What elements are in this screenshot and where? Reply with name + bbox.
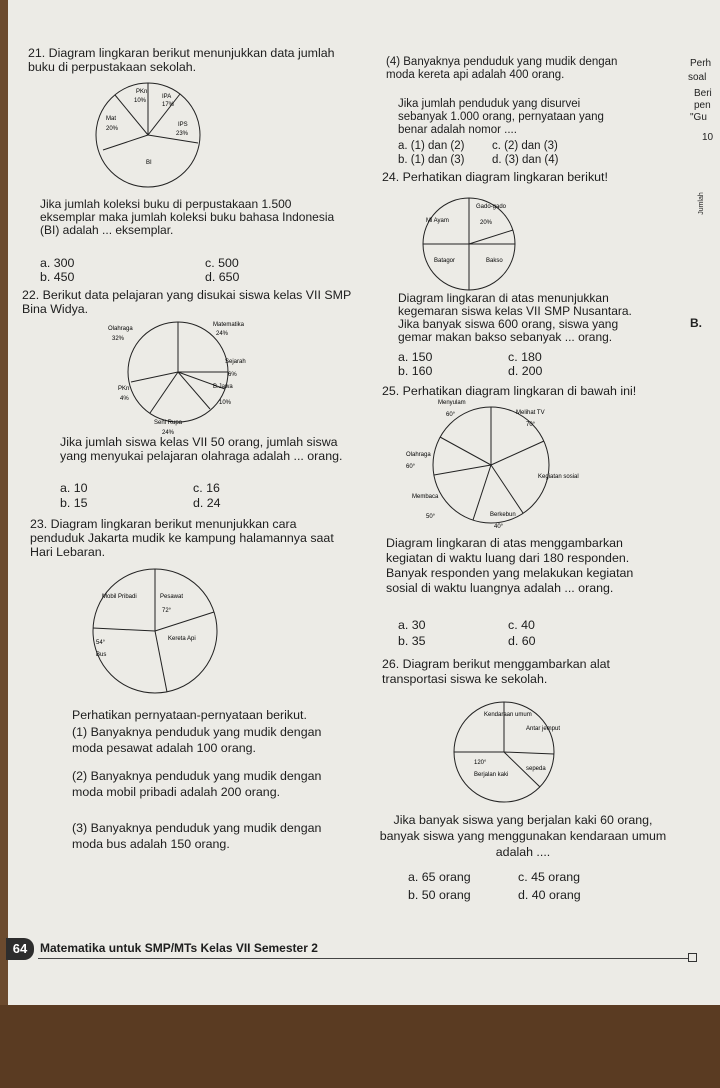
q26-value-berjalan: 120° xyxy=(474,760,487,766)
q22-option-b: b. 15 xyxy=(60,496,88,510)
q22-option-d: d. 24 xyxy=(193,496,221,510)
q24-label-gadogado: Gado-gado xyxy=(476,204,507,210)
q23-label-kereta: Kereta Api xyxy=(168,636,196,642)
page-footer: Matematika untuk SMP/MTs Kelas VII Semester 2 xyxy=(40,941,318,955)
q22-label-senirupa: Seni Rupa xyxy=(154,420,183,426)
q22-value-matematika: 24% xyxy=(216,331,229,337)
q21-text: 21. Diagram lingkaran berikut menunjukkan data jumlah buku di perpustakaan sekolah. xyxy=(28,46,335,74)
q24-option-d: d. 200 xyxy=(508,364,543,378)
q25-label-melihattv: Melihat TV xyxy=(516,410,545,416)
q21-value-ipa: 17% xyxy=(162,102,175,108)
q23-label-pesawat: Pesawat xyxy=(160,594,184,600)
q25-value-membaca: 50° xyxy=(426,514,436,520)
q22-label-pkn: PKn xyxy=(118,386,130,392)
q24-label-bakso: Bakso xyxy=(486,258,503,264)
q25-label-membaca: Membaca xyxy=(412,494,439,500)
q25-option-c: c. 40 xyxy=(508,618,535,632)
q22-label-matematika: Matematika xyxy=(213,322,245,328)
q21-option-b: b. 450 xyxy=(40,270,75,284)
q23-value-bus: 54° xyxy=(96,640,106,646)
q26-pie-chart xyxy=(444,700,574,810)
q26-option-c: c. 45 orang xyxy=(518,870,580,884)
q24-option-a: a. 150 xyxy=(398,350,433,364)
q21-value-ips: 23% xyxy=(176,131,189,137)
q22-value-senirupa: 24% xyxy=(162,430,175,436)
q22-label-sejarah: Sejarah xyxy=(225,359,246,365)
edge-text-4: pen xyxy=(694,100,711,111)
q26-label-sepeda: sepeda xyxy=(526,766,546,772)
q24-value-gadogado: 20% xyxy=(480,220,493,226)
q22-label-bjawa: B.Jawa xyxy=(213,384,233,390)
q21-label-bi: BI xyxy=(146,160,152,166)
q23-statement-4: (4) Banyaknya penduduk yang mudik dengan moda kereta api adalah 400 orang. xyxy=(386,56,618,81)
q23-statement-1: (1) Banyaknya penduduk yang mudik dengan moda pesawat adalah 100 orang. xyxy=(72,725,322,755)
q21-option-a: a. 300 xyxy=(40,256,75,270)
q21-label-ips: IPS xyxy=(178,122,188,128)
q21-body: Jika jumlah koleksi buku di perpustakaan 1.500 eksemplar maka jumlah koleksi buku bahasa Indonesia (BI) adalah ... eksemplar. xyxy=(40,197,335,237)
q21-label-mat: Mat xyxy=(106,116,117,122)
q23-statement-2: (2) Banyaknya penduduk yang mudik dengan moda mobil pribadi adalah 200 orang. xyxy=(72,769,322,799)
q25-body: Diagram lingkaran di atas menggambarkan kegiatan di waktu luang dari 180 responden. Banyak responden yang melakukan kegiatan sosial di waktu luangnya adalah ... orang. xyxy=(386,536,634,595)
q21-label-ipa: IPA xyxy=(162,94,172,100)
q25-value-menyulam: 60° xyxy=(446,412,456,418)
q25-pie-chart xyxy=(376,398,616,532)
q23-option-d: d. (3) dan (4) xyxy=(492,154,559,166)
footer-square-icon xyxy=(688,953,697,962)
q26-label-kendaraan: Kendaraan umum xyxy=(484,712,532,718)
q23-label-bus: Bus xyxy=(96,652,107,658)
q23-option-b: b. (1) dan (3) xyxy=(398,154,465,166)
q21-value-pkn: 10% xyxy=(134,98,147,104)
footer-divider xyxy=(38,958,688,959)
q25-label-menyulam: Menyulam xyxy=(438,400,466,406)
q26-option-d: d. 40 orang xyxy=(518,888,581,902)
q26-body: Jika banyak siswa yang berjalan kaki 60 orang, banyak siswa yang menggunakan kendaraan umum adalah .... xyxy=(379,813,667,859)
q21-option-c: c. 500 xyxy=(205,256,239,270)
q25-value-berkebun: 40° xyxy=(494,524,504,530)
q23-intro: Perhatikan pernyataan-pernyataan berikut. xyxy=(72,708,307,722)
q23-text: 23. Diagram lingkaran berikut menunjukkan cara penduduk Jakarta mudik ke kampung halamannya saat Hari Lebaran. xyxy=(30,517,334,559)
q25-value-olahraga: 60° xyxy=(406,464,416,470)
edge-text-7: Jumlah xyxy=(697,192,705,215)
q25-option-d: d. 60 xyxy=(508,634,536,648)
q26-option-a: a. 65 orang xyxy=(408,870,471,884)
q23-statement-3: (3) Banyaknya penduduk yang mudik dengan moda bus adalah 150 orang. xyxy=(72,821,322,851)
q26-option-b: b. 50 orang xyxy=(408,888,471,902)
edge-text-8: B. xyxy=(690,316,702,330)
q24-body: Diagram lingkaran di atas menunjukkan kegemaran siswa kelas VII SMP Nusantara. Jika banyak siswa 600 orang, siswa yang gemar makan bakso sebanyak ... orang. xyxy=(398,291,632,344)
q24-option-b: b. 160 xyxy=(398,364,433,378)
q24-text: 24. Perhatikan diagram lingkaran berikut! xyxy=(382,170,608,184)
q23-pie-chart xyxy=(90,566,220,696)
q22-text: 22. Berikut data pelajaran yang disukai siswa kelas VII SMP Bina Widya. xyxy=(22,288,351,316)
q25-option-b: b. 35 xyxy=(398,634,426,648)
q21-value-mat: 20% xyxy=(106,126,119,132)
q22-value-sejarah: 6% xyxy=(228,372,237,378)
q25-label-olahraga: Olahraga xyxy=(406,452,431,458)
desk-surface xyxy=(0,1005,720,1088)
q22-pie-chart xyxy=(30,316,280,436)
q23-option-c: c. (2) dan (3) xyxy=(492,140,558,152)
q25-value-melihattv: 70° xyxy=(526,422,536,428)
edge-text-6: 10 xyxy=(702,132,714,143)
q24-label-batagor: Batagor xyxy=(434,258,456,264)
q23-option-a: a. (1) dan (2) xyxy=(398,140,465,152)
page-number: 64 xyxy=(6,938,34,960)
q21-pie-chart xyxy=(98,80,198,190)
q22-value-pkn: 4% xyxy=(120,396,129,402)
q22-value-olahraga: 32% xyxy=(112,336,125,342)
edge-text-1: Perh xyxy=(690,58,712,69)
edge-text-3: Beri xyxy=(694,88,712,99)
q22-option-a: a. 10 xyxy=(60,481,88,495)
q24-pie-chart xyxy=(414,196,524,296)
q22-value-bjawa: 10% xyxy=(219,400,232,406)
q22-body: Jika jumlah siswa kelas VII 50 orang, jumlah siswa yang menyukai pelajaran olahraga adalah ... orang. xyxy=(60,435,343,463)
edge-text-2: soal xyxy=(688,72,707,83)
q25-label-berkebun: Berkebun xyxy=(490,512,516,518)
q24-option-c: c. 180 xyxy=(508,350,542,364)
edge-text-5: "Gu xyxy=(690,112,707,123)
q23-label-mobil: Mobil Pribadi xyxy=(102,594,137,600)
q25-option-a: a. 30 xyxy=(398,618,426,632)
q23-value-pesawat: 72° xyxy=(162,608,172,614)
q26-label-antar: Antar jemput xyxy=(526,726,561,732)
q21-option-d: d. 650 xyxy=(205,270,240,284)
q25-label-kegiatan: Kegiatan sosial xyxy=(538,474,579,480)
q26-text: 26. Diagram berikut menggambarkan alat transportasi siswa ke sekolah. xyxy=(382,657,610,686)
q26-label-berjalan: Berjalan kaki xyxy=(474,772,509,778)
q22-option-c: c. 16 xyxy=(193,481,220,495)
q23-body: Jika jumlah penduduk yang disurvei sebanyak 1.000 orang, pernyataan yang benar adalah nomor .... xyxy=(398,98,604,136)
q21-label-pkn: PKn xyxy=(136,89,148,95)
q22-label-olahraga: Olahraga xyxy=(108,326,133,332)
q24-label-miayam: Mi Ayam xyxy=(426,218,449,224)
q25-text: 25. Perhatikan diagram lingkaran di bawah ini! xyxy=(382,384,637,398)
